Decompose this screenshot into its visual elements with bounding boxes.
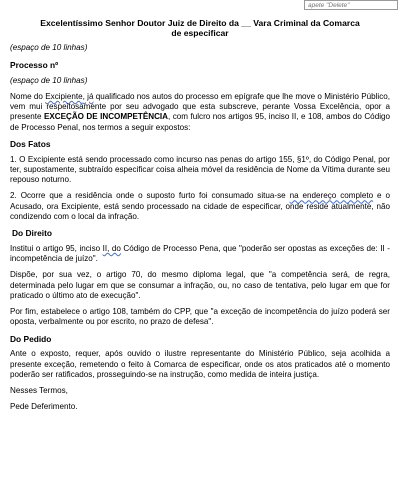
fatos-title: Dos Fatos	[10, 138, 51, 149]
ja-word: , já	[82, 91, 94, 101]
intro-text-mid: qualificado nos autos do processo em epígrafe que lhe move o Ministério Público, vem mui respeitosamente por seu advogado que esta subscreve, perante Vossa Excelência, opor a presente	[10, 91, 390, 122]
pedido-paragraph-1: Ante o exposto, requer, após ouvido o ilustre representante do Ministério Público, seja acolhida a presente exceção, remetendo o feito à Comarca de especificar, onde os atos praticados até o momento poderão ser ratificados, prosseguindo-se na instrução, como medida de inteira justiça.	[10, 349, 390, 379]
petition-heading	[10, 18, 390, 39]
excipiente-word: Excipiente	[45, 91, 83, 101]
spacing-note-2: (espaço de 10 linhas)	[10, 75, 88, 85]
fatos-paragraph-2	[10, 191, 390, 222]
direito-paragraph-3: Por fim, estabelece o artigo 108, também do CPP, que "a exceção de incompetência do juízo poderá ser oposta, verbalmente ou por escrito, no prazo de defesa".	[10, 307, 390, 327]
fatos-p2-start: 2. Ocorre que a residência onde o suposto furto foi consumado situa-se	[10, 191, 290, 201]
excecao-bold: EXCEÇÃO DE INCOMPETÊNCIA	[43, 112, 169, 122]
heading-line-2: de especificar	[171, 28, 229, 39]
heading-line-1: Excelentíssimo Senhor Doutor Juiz de Direito da __ Vara Criminal da Comarca	[40, 18, 360, 28]
direito-title: Do Direito	[12, 228, 53, 239]
direito-paragraph-1	[10, 244, 390, 265]
processo-label: Processo nº	[10, 59, 59, 70]
intro-paragraph	[10, 92, 390, 133]
closing-termos: Nesses Termos,	[10, 386, 68, 396]
fatos-paragraph-1: 1. O Excipiente está sendo processado como incurso nas penas do artigo 155, §1º, do Código Penal, por ter, supostamente, subtraído especificar coisa alheia móvel da residência de Nome da Vítima durante seu repouso noturno.	[10, 154, 390, 185]
direito-paragraph-2: Dispõe, por sua vez, o artigo 70, do mesmo diploma legal, que "a competência será, de regra, determinada pelo lugar em que se consumar a infração, ou, no caso de tentativa, pelo lugar em que for praticado o último ato de execução".	[10, 270, 390, 300]
direito-p1-end: Código de Processo Pena, que "poderão ser opostas as exceções de: II - incompetência de juízo".	[10, 243, 390, 264]
inciso-marked: II, do	[102, 243, 121, 253]
fatos-p2-end: e o Acusado, ora Excipiente, está sendo processado na cidade de especificar, onde reside atualmente, não condizendo com o local da infração.	[10, 191, 390, 221]
pedido-title: Do Pedido	[10, 333, 52, 344]
closing-deferimento: Pede Deferimento.	[10, 402, 78, 412]
spacing-note-1: (espaço de 10 linhas)	[10, 42, 88, 52]
endereco-marked: na endereço completo	[289, 191, 374, 201]
direito-p1-start: Institui o artigo 95, inciso	[10, 243, 103, 253]
intro-text-end: , com fulcro nos artigos 95, inciso II, e 108, ambos do Código de Processo Penal, nos termos a seguir expostos:	[10, 112, 390, 132]
delete-input[interactable]	[304, 0, 398, 10]
intro-text-start: Nome do	[10, 91, 46, 101]
